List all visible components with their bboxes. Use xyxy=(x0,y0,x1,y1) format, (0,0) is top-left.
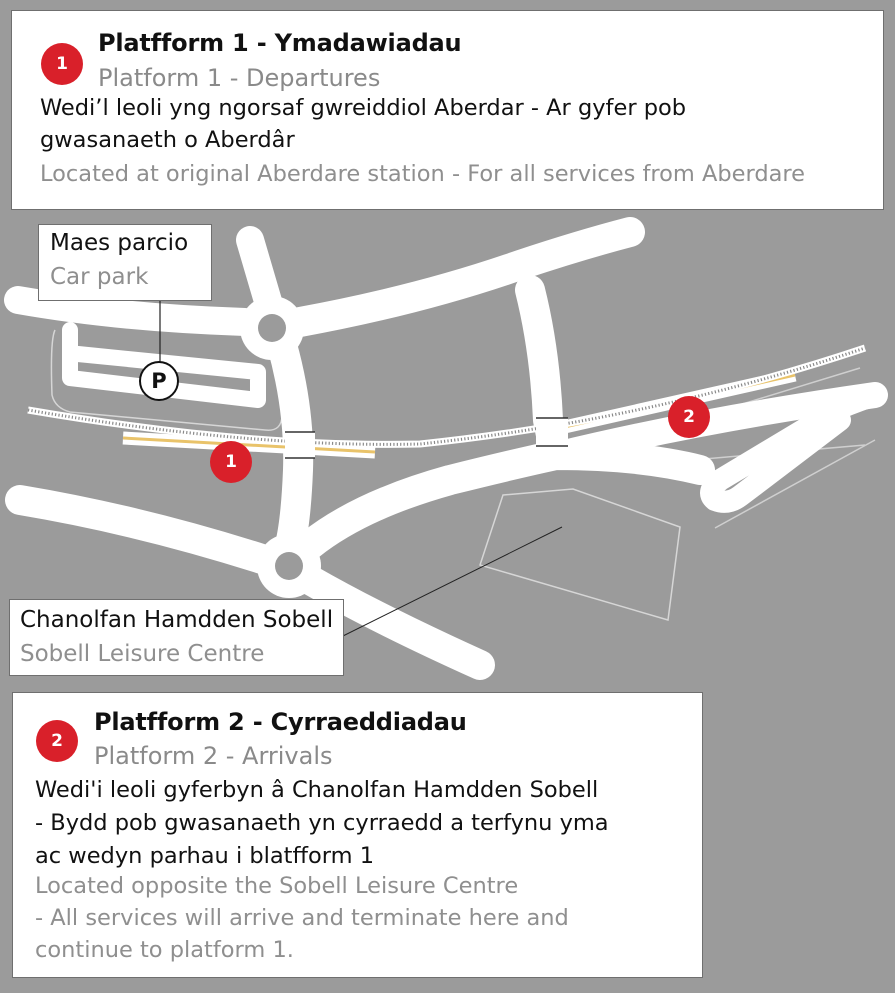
road-lower-middle xyxy=(310,455,700,545)
platform-1-english-text: Located at original Aberdare station - For all services from Aberdare xyxy=(40,161,805,187)
leisure-centre-welsh: Chanolfan Hamdden Sobell xyxy=(20,607,334,633)
car-park-label xyxy=(38,224,212,301)
parking-icon xyxy=(139,361,179,401)
platform-2-english-line-3: continue to platform 1. xyxy=(35,937,294,963)
platform-2-welsh-line-1: Wedi'i leoli gyferbyn â Chanolfan Hamdden Sobell xyxy=(35,777,599,803)
platform-1-map-marker[interactable]: 1 xyxy=(210,441,252,483)
platform-1-title: Platfform 1 - Ymadawiadau xyxy=(98,29,462,57)
leisure-centre-leader-line xyxy=(343,527,562,636)
platform-1-welsh-line-2: gwasanaeth o Aberdâr xyxy=(40,127,295,153)
road-lower-main xyxy=(20,500,265,560)
car-park-english: Car park xyxy=(50,264,149,290)
bridge-west xyxy=(285,432,315,458)
platform-2-map-marker[interactable]: 2 xyxy=(668,396,710,438)
platform-1-welsh-line-1: Wedi’l leoli yng ngorsaf gwreiddiol Aberdar - Ar gyfer pob xyxy=(40,95,687,121)
platform-2-title: Platfform 2 - Cyrraeddiadau xyxy=(94,708,467,736)
platform-2-badge: 2 xyxy=(36,720,78,762)
roundabout-south-island xyxy=(275,552,303,580)
leisure-centre-outline xyxy=(480,489,680,620)
platform-1-subtitle: Platform 1 - Departures xyxy=(98,64,381,92)
platform-2-welsh-line-3: ac wedyn parhau i blatfform 1 xyxy=(35,843,375,869)
leisure-centre-label xyxy=(9,599,344,676)
road-upper-east xyxy=(300,232,630,322)
leisure-centre-english: Sobell Leisure Centre xyxy=(20,641,265,667)
car-park-welsh: Maes parcio xyxy=(50,230,189,256)
platform-1-badge: 1 xyxy=(41,43,83,85)
bridge-east xyxy=(536,418,568,446)
platform-2-info-card xyxy=(12,692,703,978)
roundabout-north-island xyxy=(258,314,286,342)
platform-2-subtitle: Platform 2 - Arrivals xyxy=(94,742,333,770)
platform-2-english-line-2: - All services will arrive and terminate here and xyxy=(35,905,569,931)
platform-2-welsh-line-2: - Bydd pob gwasanaeth yn cyrraedd a terfynu yma xyxy=(35,810,609,836)
platform-1-info-card xyxy=(11,10,884,210)
parking-symbol: P xyxy=(151,369,167,393)
platform-2-english-line-1: Located opposite the Sobell Leisure Centre xyxy=(35,873,519,899)
road-upper-west xyxy=(18,300,245,322)
